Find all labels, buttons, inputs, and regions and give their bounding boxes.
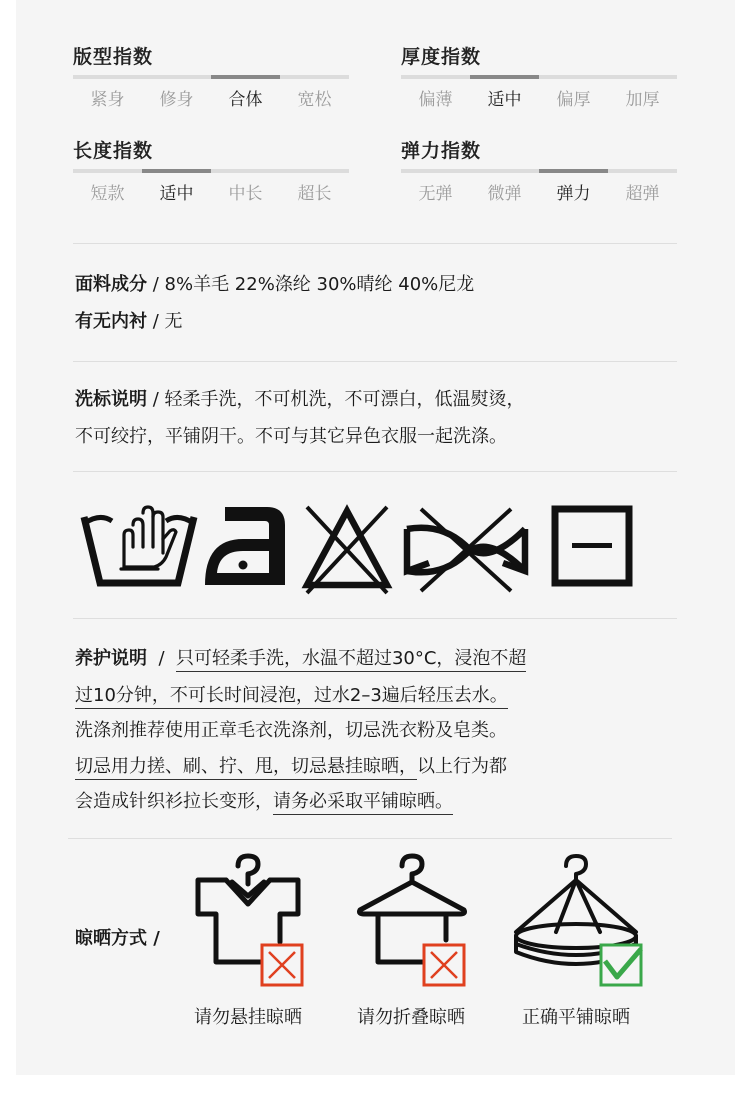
index-bar-0	[73, 75, 349, 79]
index-title-1: 厚度指数	[401, 46, 482, 68]
care-text-4b: 以上行为都	[417, 756, 507, 777]
index-bar-2	[73, 169, 349, 173]
divider-1	[73, 243, 677, 244]
divider-5	[68, 838, 672, 839]
index-option: 超弹	[625, 184, 660, 204]
index-option: 适中	[159, 184, 194, 204]
fabric-line	[75, 266, 474, 304]
drying-caption-fold: 请勿折叠晾晒	[357, 1007, 465, 1028]
lining-line	[75, 303, 183, 341]
correct-mark-icon	[599, 943, 643, 987]
care-text-5b: 请务必采取平铺晾晒。	[273, 791, 453, 815]
index-option: 偏厚	[556, 90, 591, 110]
wash-sep: /	[147, 389, 165, 410]
lining-label: 有无内衬	[75, 311, 147, 332]
care-label: 养护说明	[75, 648, 147, 669]
care-line-1	[75, 640, 526, 678]
wash-line-1	[75, 381, 525, 419]
index-bar-active-segment	[539, 169, 608, 173]
index-bar-active-segment	[142, 169, 211, 173]
index-title-0: 版型指数	[73, 46, 154, 68]
drying-caption-hang: 请勿悬挂晾晒	[194, 1007, 302, 1028]
care-line-5	[75, 783, 453, 821]
care-text-3: 洗涤剂推荐使用正章毛衣洗涤剂，切忌洗衣粉及皂类。	[75, 720, 507, 741]
wash-text-1: 轻柔手洗，不可机洗，不可漂白，低温熨烫，	[164, 389, 525, 410]
index-bar-1	[401, 75, 677, 79]
wrong-mark-icon-1	[260, 943, 304, 987]
index-option: 修身	[159, 90, 194, 110]
index-option: 紧身	[90, 90, 125, 110]
fabric-label: 面料成分	[75, 274, 147, 295]
wash-label: 洗标说明	[75, 389, 147, 410]
index-option: 偏薄	[418, 90, 453, 110]
drying-caption-flat: 正确平铺晾晒	[522, 1007, 630, 1028]
care-line-2	[75, 677, 508, 715]
care-sep: /	[147, 648, 176, 669]
divider-2	[73, 361, 677, 362]
index-option: 短款	[90, 184, 125, 204]
lining-sep: /	[147, 311, 165, 332]
divider-4	[73, 618, 677, 619]
drying-label: 晾晒方式 /	[75, 928, 160, 949]
care-text-1: 只可轻柔手洗，水温不超过30°C，浸泡不超	[176, 648, 526, 672]
divider-3	[73, 471, 677, 472]
index-option: 宽松	[297, 90, 332, 110]
index-option: 微弹	[487, 184, 522, 204]
hand-wash-icon	[80, 495, 198, 591]
no-wring-icon	[401, 505, 531, 595]
index-option: 中长	[228, 184, 263, 204]
index-bar-active-segment	[211, 75, 280, 79]
care-line-3	[75, 712, 507, 750]
index-option: 超长	[297, 184, 332, 204]
index-title-2: 长度指数	[73, 140, 154, 162]
index-bar-3	[401, 169, 677, 173]
wrong-mark-icon-2	[422, 943, 466, 987]
fabric-sep: /	[147, 274, 165, 295]
wash-text-2: 不可绞拧，平铺阴干。不可与其它异色衣服一起洗涤。	[75, 426, 507, 447]
iron-low-icon	[203, 503, 287, 587]
dry-flat-icon	[551, 505, 633, 587]
lining-value: 无	[164, 311, 183, 332]
care-line-4	[75, 748, 507, 786]
index-bar-active-segment	[470, 75, 539, 79]
no-bleach-icon	[301, 503, 393, 595]
index-option: 无弹	[418, 184, 453, 204]
index-option: 合体	[228, 90, 263, 110]
care-text-2: 过10分钟，不可长时间浸泡，过水2–3遍后轻压去水。	[75, 685, 508, 709]
index-option: 适中	[487, 90, 522, 110]
care-text-5a: 会造成针织衫拉长变形，	[75, 791, 273, 812]
index-option: 加厚	[625, 90, 660, 110]
index-title-3: 弹力指数	[401, 140, 482, 162]
wash-line-2	[75, 418, 507, 456]
care-text-4a: 切忌用力搓、刷、拧、甩，切忌悬挂晾晒，	[75, 756, 417, 780]
index-option: 弹力	[556, 184, 591, 204]
fabric-value: 8%羊毛 22%涤纶 30%晴纶 40%尼龙	[164, 274, 475, 295]
